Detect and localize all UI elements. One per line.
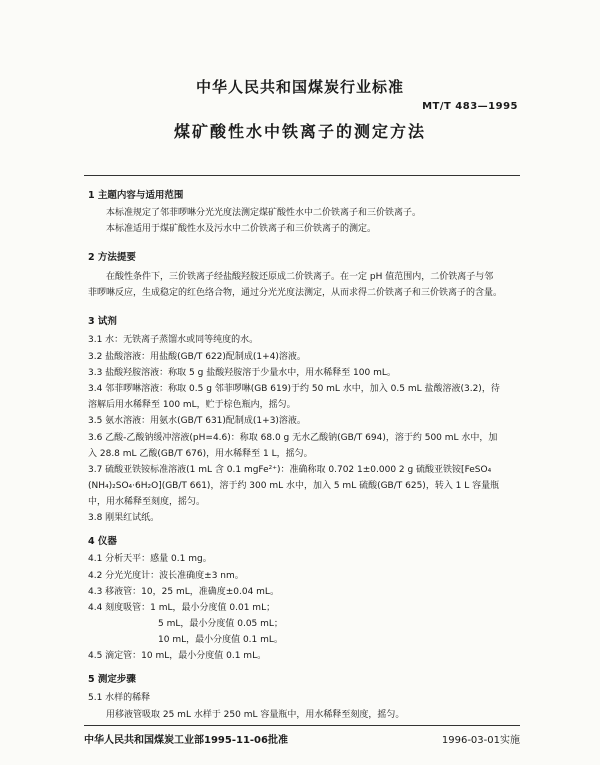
clause-line: 3.2 盐酸溶液：用盐酸(GB/T 622)配制成(1+4)溶液。	[88, 352, 306, 362]
section-heading-4: 4 仪器	[88, 536, 117, 547]
clause-line: 5.1 水样的稀释	[88, 693, 151, 703]
clause-line: 3.5 氨水溶液：用氨水(GB/T 631)配制成(1+3)溶液。	[88, 416, 306, 426]
standard-code: MT/T 483—1995	[422, 101, 518, 112]
clause-line: 3.1 水：无铁离子蒸馏水或同等纯度的水。	[88, 335, 259, 345]
footer-divider	[84, 725, 520, 726]
clause-line: 10 mL，最小分度值 0.1 mL。	[158, 635, 283, 645]
clause-line: 4.1 分析天平：感量 0.1 mg。	[88, 554, 212, 564]
clause-line: 3.3 盐酸羟胺溶液：称取 5 g 盐酸羟胺溶于少量水中，用水稀释至 100 mL。	[88, 368, 396, 378]
clause-line: 4.5 滴定管：10 mL，最小分度值 0.1 mL。	[88, 651, 267, 661]
section-heading-2: 2 方法提要	[88, 252, 136, 263]
section-heading-5: 5 测定步骤	[88, 674, 136, 685]
clause-line: 3.4 邻菲啰啉溶液：称取 0.5 g 邻菲啰啉(GB 619)于约 50 mL 水中，加入 0.5 mL 盐酸溶液(3.2)，待	[88, 384, 500, 394]
paragraph-line: 用移液管吸取 25 mL 水样于 250 mL 容量瓶中，用水稀释至刻度，摇匀。	[106, 710, 405, 720]
clause-line: 3.7 硫酸亚铁铵标准溶液(1 mL 含 0.1 mgFe²⁺)：准确称取 0.702 1±0.000 2 g 硫酸亚铁铵[FeSO₄	[88, 465, 492, 475]
section-heading-1: 1 主题内容与适用范围	[88, 190, 184, 201]
paragraph-line: 本标准适用于煤矿酸性水及污水中二价铁离子和三价铁离子的测定。	[106, 224, 377, 234]
clause-line: 中，用水稀释至刻度，摇匀。	[88, 497, 206, 507]
header-divider	[84, 175, 520, 176]
clause-line: 5 mL，最小分度值 0.05 mL；	[158, 619, 283, 629]
clause-line: 4.2 分光光度计：波长准确度±3 nm。	[88, 571, 244, 581]
paragraph-line: 在酸性条件下，三价铁离子经盐酸羟胺还原成二价铁离子。在一定 pH 值范围内，二价铁离子与邻	[106, 272, 494, 282]
clause-line: (NH₄)₂SO₄·6H₂O](GB/T 661)，溶于约 300 mL 水中，加入 5 mL 硫酸(GB/T 625)，转入 1 L 容量瓶	[88, 481, 500, 491]
clause-line: 3.8 刚果红试纸。	[88, 513, 160, 523]
clause-line: 4.3 移液管：10，25 mL，准确度±0.04 mL。	[88, 587, 279, 597]
paragraph-line: 菲啰啉反应，生成稳定的红色络合物，通过分光光度法测定，从而求得二价铁离子和三价铁离子的含量。	[88, 288, 503, 298]
clause-line: 入 28.8 mL 乙酸(GB/T 676)，用水稀释至 1 L，摇匀。	[88, 449, 313, 459]
document-title: 煤矿酸性水中铁离子的测定方法	[173, 122, 426, 141]
standard-authority: 中华人民共和国煤炭行业标准	[195, 78, 404, 96]
clause-line: 3.6 乙酸-乙酸钠缓冲溶液(pH=4.6)：称取 68.0 g 无水乙酸钠(GB/T 694)，溶于约 500 mL 水中，加	[88, 433, 498, 443]
section-heading-3: 3 试剂	[88, 316, 117, 327]
paragraph-line: 本标准规定了邻菲啰啉分光光度法测定煤矿酸性水中二价铁离子和三价铁离子。	[106, 208, 422, 218]
clause-line: 溶解后用水稀释至 100 mL，贮于棕色瓶内，摇匀。	[88, 400, 296, 410]
implementation-date: 1996-03-01实施	[441, 735, 520, 746]
approval-line: 中华人民共和国煤炭工业部1995-11-06批准	[84, 735, 288, 746]
clause-line: 4.4 刻度吸管：1 mL，最小分度值 0.01 mL；	[88, 603, 276, 613]
